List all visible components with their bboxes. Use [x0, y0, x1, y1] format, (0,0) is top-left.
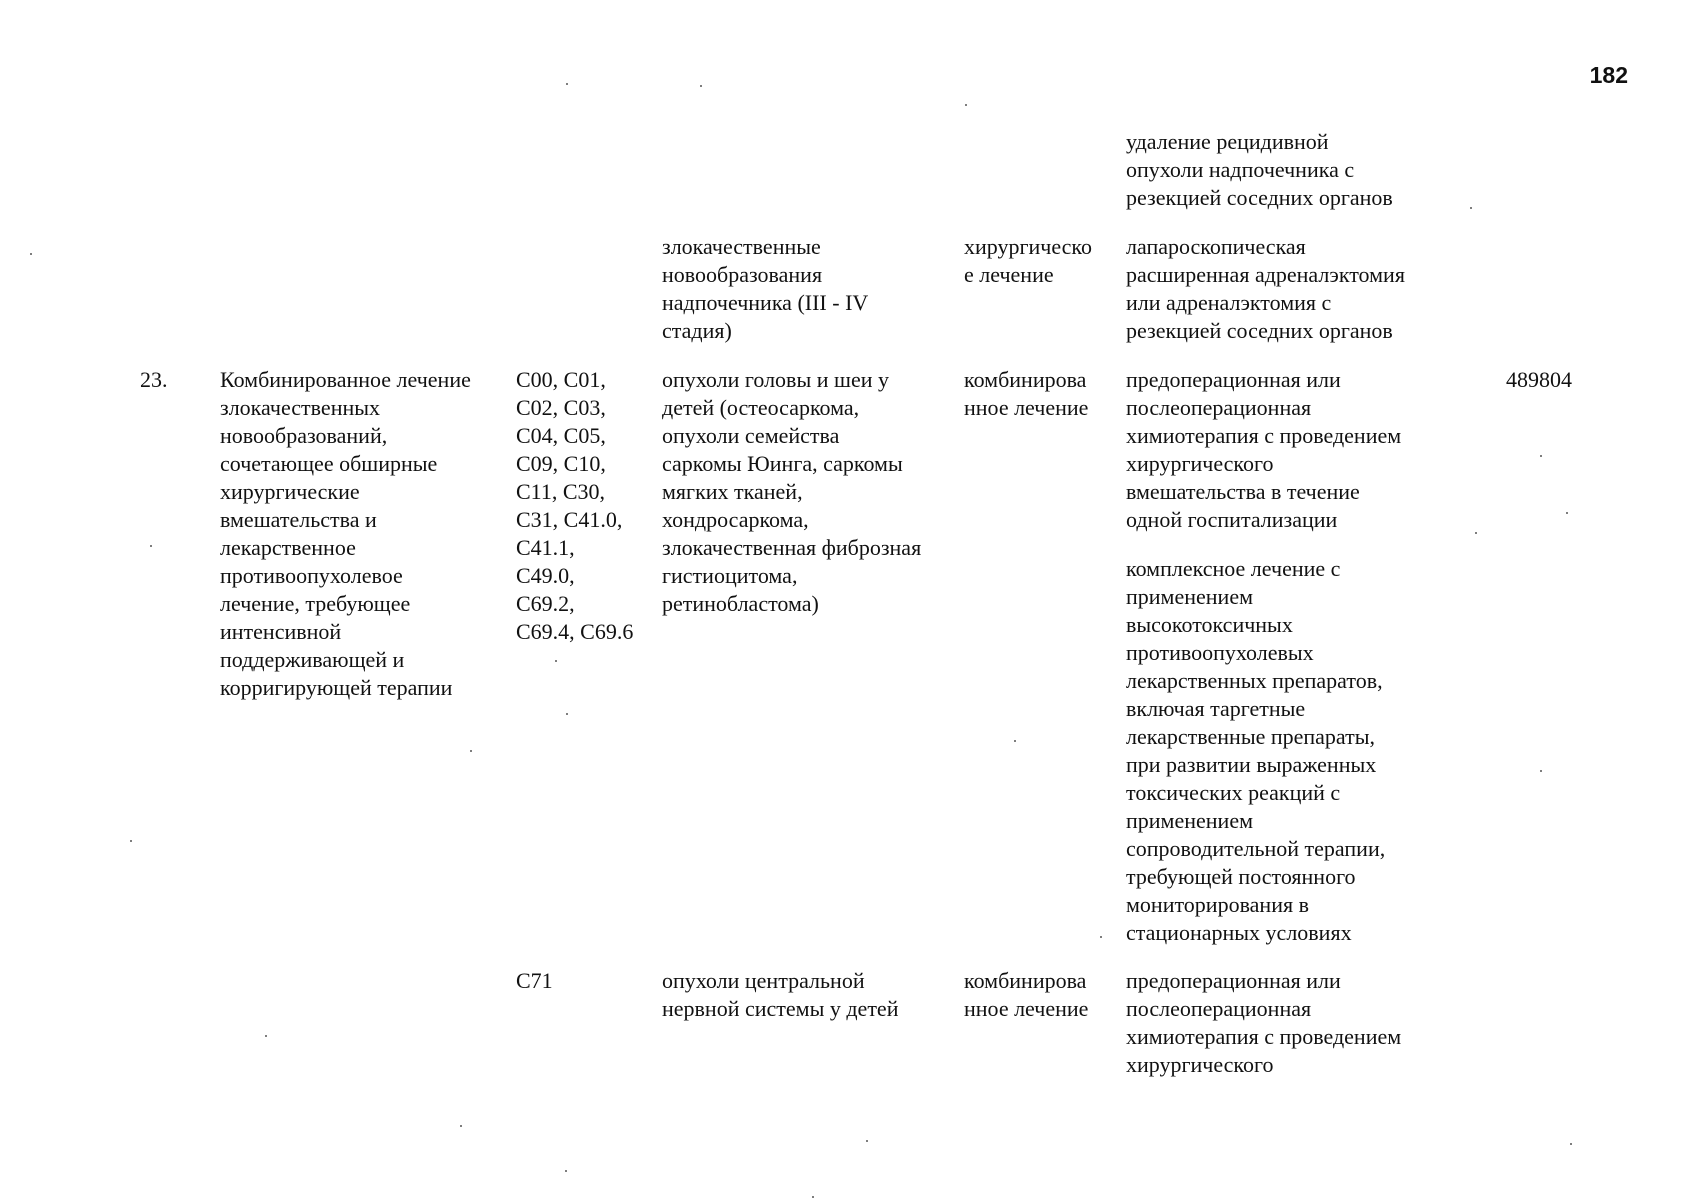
scan-speck — [30, 253, 32, 255]
scan-speck — [1566, 512, 1568, 514]
row-number: 23. — [140, 367, 168, 392]
method-cell: предоперационная или послеоперационная химиотерапия с проведением хирургического вмешательства в течение одной госпитализации — [1126, 367, 1402, 532]
scan-speck — [566, 83, 568, 85]
method-cell: удаление рецидивной опухоли надпочечника с резекцией соседних органов — [1126, 129, 1393, 210]
scan-speck — [1540, 455, 1542, 457]
method-cell: предоперационная или послеоперационная химиотерапия с проведением хирургического — [1126, 968, 1402, 1077]
scan-speck — [150, 545, 152, 547]
scan-speck — [470, 750, 472, 752]
scan-speck — [1014, 740, 1016, 742]
treatment-type-cell: комбинирова нное лечение — [964, 367, 1089, 420]
scan-speck — [566, 713, 568, 715]
cost-cell: 489804 — [1506, 367, 1572, 392]
profile-name-cell: Комбинированное лечение злокачественных новообразований, сочетающее обширные хирургические вмешательства и лекарственное противоопухолевое лечение, требующее интенсивной поддерживающей и корригирующей терапии — [220, 367, 471, 700]
scan-speck — [965, 104, 967, 106]
scan-speck — [1540, 770, 1542, 772]
method-cell-2: комплексное лечение с применением высокотоксичных противоопухолевых лекарственных препаратов, включая таргетные лекарственные препараты, при развитии выраженных токсических реакций с применением сопроводительной терапии, требующей постоянного мониторирования в стационарных условиях — [1126, 556, 1386, 945]
page-number: 182 — [1589, 62, 1628, 88]
scan-speck — [555, 660, 557, 662]
scan-speck — [130, 840, 132, 842]
scan-speck — [1100, 936, 1102, 938]
scan-speck — [1470, 207, 1472, 209]
scan-speck — [460, 1125, 462, 1127]
scan-speck — [565, 1170, 567, 1172]
diagnosis-cell: опухоли головы и шеи у детей (остеосаркома, опухоли семейства саркомы Юинга, саркомы мягких тканей, хондросаркома, злокачественная фиброзная гистиоцитома, ретинобластома) — [662, 367, 922, 616]
treatment-type-cell: хирургическо е лечение — [964, 234, 1092, 287]
scan-speck — [812, 1196, 814, 1198]
scan-speck — [700, 85, 702, 87]
method-cell: лапароскопическая расширенная адреналэктомия или адреналэктомия с резекцией соседних органов — [1126, 234, 1405, 343]
treatment-type-cell: комбинирова нное лечение — [964, 968, 1089, 1021]
icd-codes-cell: C71 — [516, 968, 553, 993]
scan-speck — [1475, 532, 1477, 534]
scan-speck — [1570, 1143, 1572, 1145]
icd-codes-cell: C00, C01, C02, C03, C04, C05, C09, C10, C11, C30, C31, C41.0, C41.1, C49.0, C69.2, C69.4, C69.6 — [516, 367, 634, 644]
diagnosis-cell: опухоли центральной нервной системы у детей — [662, 968, 899, 1021]
scan-speck — [265, 1035, 267, 1037]
scan-speck — [866, 1140, 868, 1142]
diagnosis-cell: злокачественные новообразования надпочечника (III - IV стадия) — [662, 234, 869, 343]
